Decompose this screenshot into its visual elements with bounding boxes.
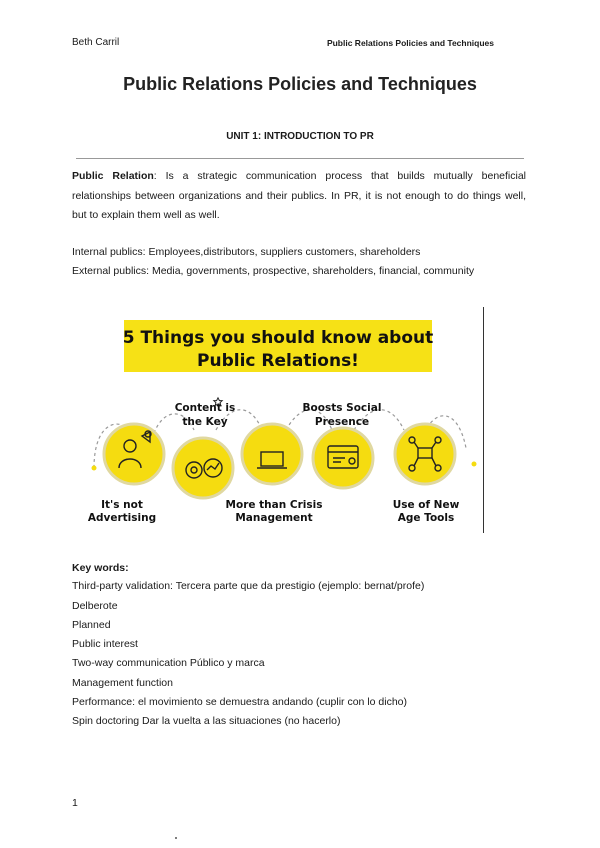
item-label-1b: Advertising bbox=[87, 512, 157, 524]
item-label-5b: Age Tools bbox=[397, 512, 455, 524]
item-new-age-tools bbox=[393, 424, 460, 524]
header-author: Beth Carril bbox=[72, 37, 120, 48]
divider bbox=[76, 158, 524, 159]
definition-text: : Is a strategic communication process that builds mutually beneficial relationships between organizations and their publics. In PR, it is not enough to do things well, but to explain them well as well. bbox=[72, 170, 526, 221]
keyword-item: Management function bbox=[72, 677, 173, 689]
item-label-5a: Use of New bbox=[392, 499, 460, 511]
keyword-item: Spin doctoring Dar la vuelta a las situaciones (no hacerlo) bbox=[72, 715, 341, 727]
banner-line-1: 5 Things you should know about bbox=[122, 328, 434, 348]
connector-dot bbox=[472, 462, 477, 467]
document-title: Public Relations Policies and Techniques bbox=[123, 74, 477, 94]
item-label-3a: More than Crisis bbox=[225, 499, 323, 511]
keyword-item: Third-party validation: Tercera parte que da prestigio (ejemplo: bernat/profe) bbox=[72, 580, 425, 592]
keyword-item: Public interest bbox=[72, 638, 138, 650]
item-boosts-social bbox=[303, 402, 382, 488]
header-running-title: Public Relations Policies and Techniques bbox=[326, 38, 494, 48]
item-label-1a: It's not bbox=[101, 499, 143, 511]
keyword-item: Two-way communication Público y marca bbox=[72, 657, 265, 669]
item-not-advertising bbox=[88, 424, 164, 524]
unit-heading: UNIT 1: INTRODUCTION TO PR bbox=[226, 131, 374, 142]
stray-mark bbox=[175, 837, 177, 839]
item-label-3b: Management bbox=[235, 512, 313, 524]
item-content-key bbox=[173, 402, 235, 498]
internal-publics: Internal publics: Employees,distributors, suppliers customers, shareholders bbox=[72, 246, 421, 258]
keyword-item: Planned bbox=[72, 619, 111, 631]
definition-paragraph bbox=[72, 167, 526, 226]
banner-line-2: Public Relations! bbox=[197, 351, 359, 371]
item-label-2a: Content is bbox=[174, 402, 236, 414]
external-publics: External publics: Media, governments, prospective, shareholders, financial, community bbox=[72, 265, 475, 277]
keywords-heading: Key words: bbox=[72, 562, 129, 574]
connector-dot bbox=[92, 466, 97, 471]
item-label-2b: the Key bbox=[182, 416, 228, 428]
item-label-4a: Boosts Social bbox=[302, 402, 382, 414]
image-edge-line bbox=[483, 307, 484, 533]
item-label-4b: Presence bbox=[314, 416, 370, 428]
definition-term: Public Relation bbox=[72, 170, 154, 182]
keyword-item: Performance: el movimiento se demuestra andando (cuplir con lo dicho) bbox=[72, 696, 408, 708]
keyword-item: Delberote bbox=[72, 600, 118, 612]
pr-infographic bbox=[86, 308, 486, 544]
page-number: 1 bbox=[72, 797, 78, 809]
